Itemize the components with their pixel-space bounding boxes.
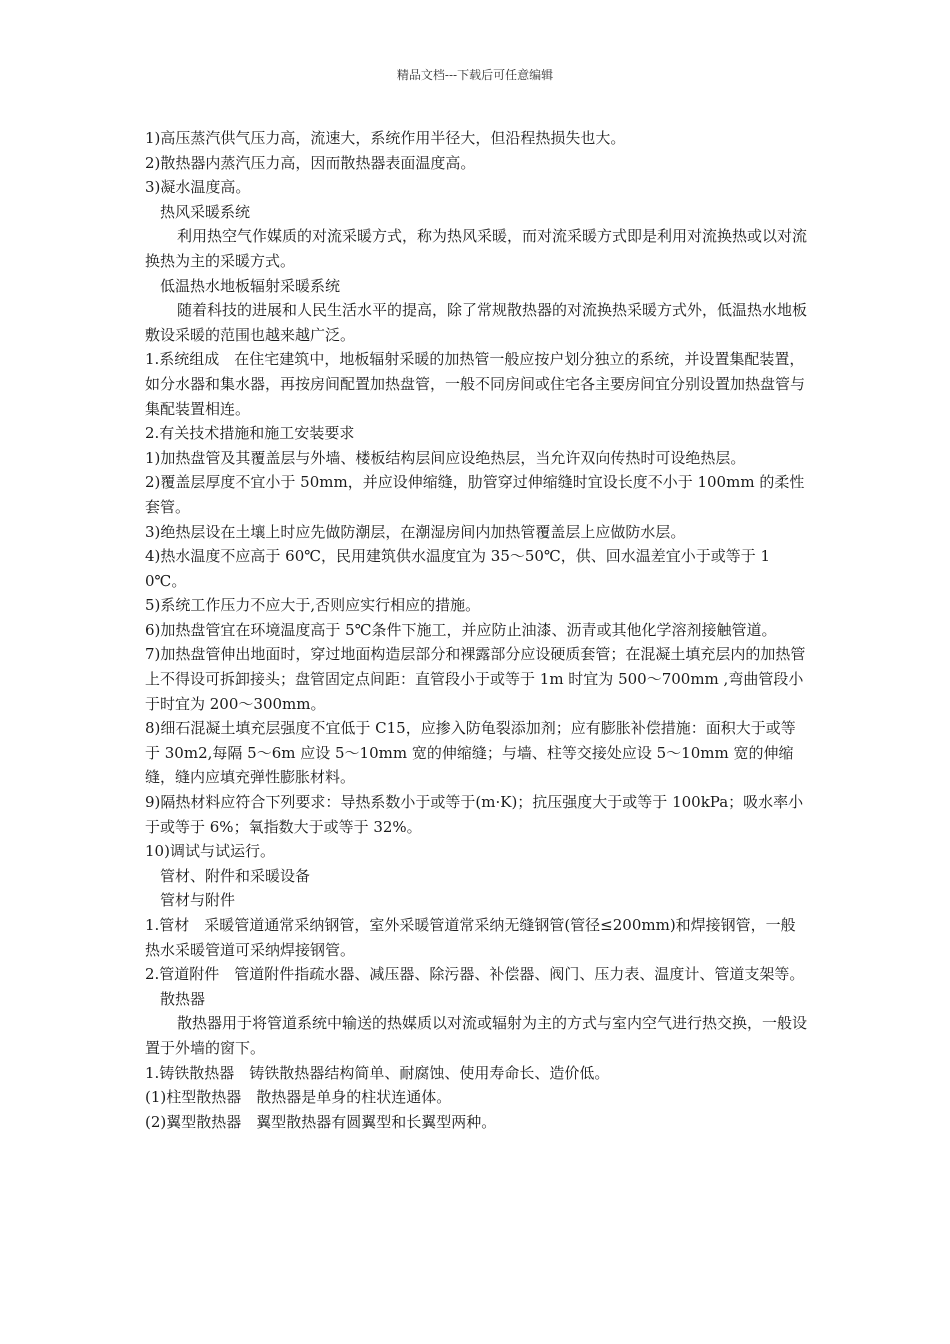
paragraph: 利用热空气作媒质的对流采暖方式，称为热风采暖，而对流采暖方式即是利用对流换热或以对流换热为主的采暖方式。 <box>145 227 808 270</box>
paragraph: 5)系统工作压力不应大于,否则应实行相应的措施。 <box>145 596 481 615</box>
page-header: 精品文档---下载后可任意编辑 <box>396 68 554 82</box>
paragraph: 1.管材 采暖管道通常采纳钢管，室外采暖管道常采纳无缝钢管(管径≤200mm)和焊接钢管，一般热水采暖管道可采纳焊接钢管。 <box>145 916 796 959</box>
paragraph: 1)高压蒸汽供气压力高，流速大，系统作用半径大，但沿程热损失也大。 <box>145 129 626 147</box>
paragraph: 7)加热盘管伸出地面时，穿过地面构造层部分和裸露部分应设硬质套管；在混凝土填充层内的加热管上不得设可拆卸接头；盘管固定点间距：直管段小于或等于 1m 时宜为 500～700mm ,弯曲管段小于时宜为 200～300mm。 <box>145 645 806 713</box>
paragraph: 2.有关技术措施和施工安装要求 <box>145 424 355 443</box>
paragraph: 2)散热器内蒸汽压力高，因而散热器表面温度高。 <box>145 153 476 172</box>
paragraph: 10)调试与试运行。 <box>145 842 275 861</box>
document-body <box>145 126 810 1134</box>
paragraph: 2.管道附件 管道附件指疏水器、减压器、除污器、补偿器、阀门、压力表、温度计、管道支架等。 <box>145 965 805 984</box>
paragraph: 3)凝水温度高。 <box>145 178 251 197</box>
section-heading: 管材与附件 <box>160 891 236 910</box>
paragraph: 随着科技的进展和人民生活水平的提高，除了常规散热器的对流换热采暖方式外，低温热水地板敷设采暖的范围也越来越广泛。 <box>145 301 808 344</box>
paragraph: 散热器用于将管道系统中输送的热媒质以对流或辐射为主的方式与室内空气进行热交换，一般设置于外墙的窗下。 <box>145 1014 808 1057</box>
section-heading: 低温热水地板辐射采暖系统 <box>160 276 341 295</box>
section-heading: 管材、附件和采暖设备 <box>160 866 311 885</box>
paragraph: 9)隔热材料应符合下列要求：导热系数小于或等于(m·K)；抗压强度大于或等于 100kPa；吸水率小于或等于 6%；氧指数大于或等于 32%。 <box>145 793 804 836</box>
paragraph: (2)翼型散热器 翼型散热器有圆翼型和长翼型两种。 <box>145 1112 497 1131</box>
paragraph: 2)覆盖层厚度不宜小于 50mm，并应设伸缩缝，肋管穿过伸缩缝时宜设长度不小于 100mm 的柔性套管。 <box>145 473 805 516</box>
paragraph: 6)加热盘管宜在环境温度高于 5℃条件下施工，并应防止油漆、沥青或其他化学溶剂接触管道。 <box>145 620 777 639</box>
paragraph: 8)细石混凝土填充层强度不宜低于 C15，应掺入防龟裂添加剂；应有膨胀补偿措施：面积大于或等于 30m2,每隔 5～6m 应设 5～10mm 宽的伸缩缝；与墙、柱等交接处应设 5～10mm 宽的伸缩缝，缝内应填充弹性膨胀材料。 <box>145 719 796 787</box>
paragraph: 1)加热盘管及其覆盖层与外墙、楼板结构层间应设绝热层，当允许双向传热时可设绝热层。 <box>145 448 746 467</box>
paragraph: 3)绝热层设在土壤上时应先做防潮层，在潮湿房间内加热管覆盖层上应做防水层。 <box>145 522 686 541</box>
paragraph: (1)柱型散热器 散热器是单身的柱状连通体。 <box>145 1088 452 1107</box>
paragraph: 1.铸铁散热器 铸铁散热器结构简单、耐腐蚀、使用寿命长、造价低。 <box>145 1063 610 1082</box>
paragraph: 1.系统组成 在住宅建筑中，地板辐射采暖的加热管一般应按户划分独立的系统，并设置集配装置，如分水器和集水器，再按房间配置加热盘管，一般不同房间或住宅各主要房间宜分别设置加热盘管与集配装置相连。 <box>145 350 806 418</box>
section-heading: 散热器 <box>160 989 206 1008</box>
paragraph: 4)热水温度不应高于 60℃，民用建筑供水温度宜为 35～50℃，供、回水温差宜小于或等于 10℃。 <box>145 547 771 590</box>
section-heading: 热风采暖系统 <box>160 202 251 221</box>
